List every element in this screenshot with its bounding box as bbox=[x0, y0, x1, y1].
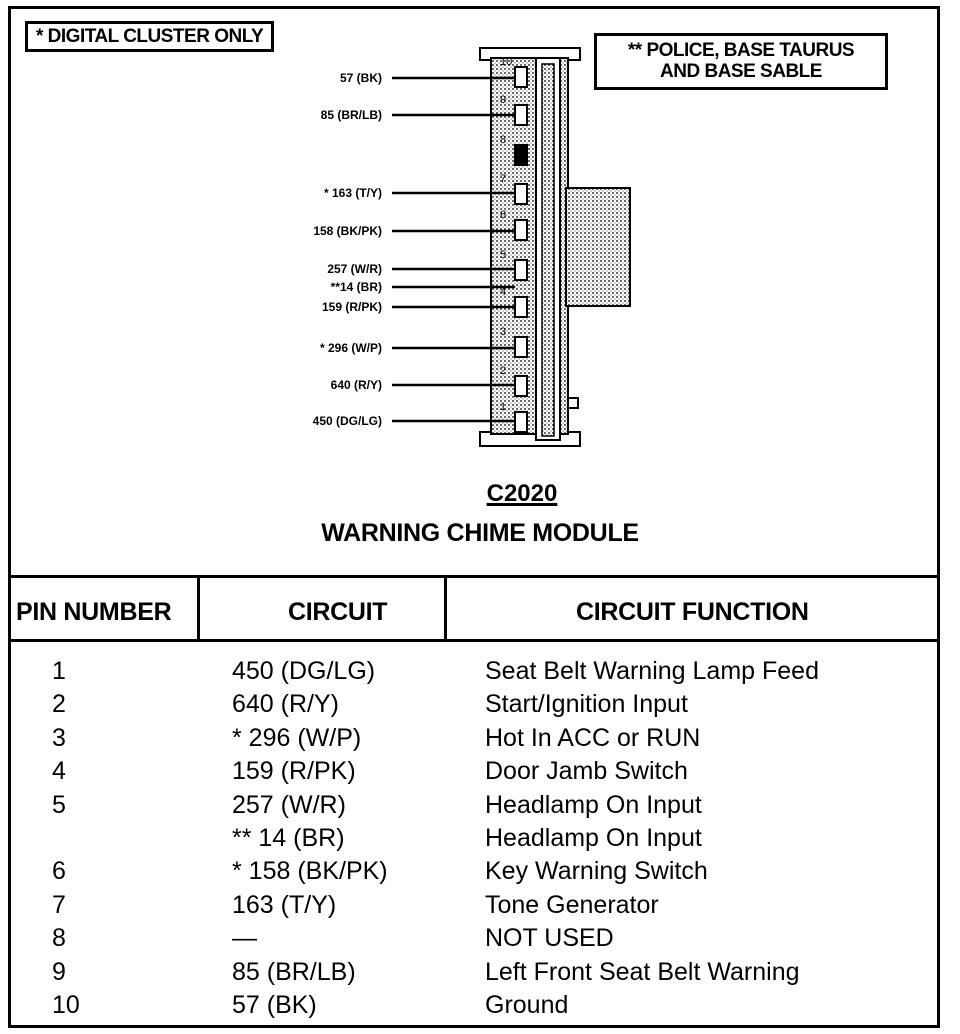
pin-number-label: 8 bbox=[500, 134, 507, 146]
pin-terminal bbox=[515, 145, 527, 165]
pin-cell: 10 bbox=[52, 990, 80, 1019]
circuit-cell: 640 (R/Y) bbox=[232, 690, 339, 719]
function-cell: Key Warning Switch bbox=[485, 857, 708, 886]
function-cell: Hot In ACC or RUN bbox=[485, 723, 701, 752]
table-body bbox=[8, 655, 940, 1022]
connector-side-housing bbox=[566, 188, 630, 306]
pin-cell: 9 bbox=[52, 957, 66, 986]
table-row bbox=[8, 755, 940, 788]
pin-number-label: 7 bbox=[500, 173, 507, 185]
pin-cell: 1 bbox=[52, 657, 66, 685]
circuit-cell: 163 (T/Y) bbox=[232, 890, 337, 919]
connector-rail-inner bbox=[542, 64, 554, 436]
circuit-cell: 450 (DG/LG) bbox=[232, 657, 376, 685]
wire-label: * 296 (W/P) bbox=[319, 341, 382, 355]
circuit-cell: * 296 (W/P) bbox=[232, 723, 362, 752]
pin-number-label: 9 bbox=[500, 94, 507, 106]
column-divider bbox=[444, 575, 447, 642]
pin-cell: 6 bbox=[52, 857, 66, 886]
circuit-cell: 159 (R/PK) bbox=[232, 757, 356, 786]
wire-label: 85 (BR/LB) bbox=[320, 108, 382, 122]
circuit-cell: ** 14 (BR) bbox=[232, 823, 345, 852]
function-cell: Door Jamb Switch bbox=[485, 757, 688, 786]
pin-terminal bbox=[515, 297, 527, 317]
function-cell: Tone Generator bbox=[485, 890, 659, 919]
header-circuit-function: CIRCUIT FUNCTION bbox=[576, 598, 809, 626]
pin-terminal bbox=[515, 260, 527, 280]
pin-terminal bbox=[515, 412, 527, 432]
function-cell: Left Front Seat Belt Warning bbox=[485, 957, 800, 986]
circuit-cell: * 158 (BK/PK) bbox=[232, 857, 388, 886]
function-cell: Seat Belt Warning Lamp Feed bbox=[485, 657, 819, 685]
wire-label: 640 (R/Y) bbox=[330, 378, 382, 392]
police-note-line-1: ** POLICE, BASE TAURUS bbox=[627, 40, 855, 61]
table-row bbox=[8, 822, 940, 855]
wire-label: 450 (DG/LG) bbox=[312, 414, 382, 428]
pin-cell: 2 bbox=[52, 690, 66, 719]
circuit-cell: — bbox=[232, 924, 257, 953]
table-row bbox=[8, 889, 940, 922]
circuit-cell: 257 (W/R) bbox=[232, 790, 346, 819]
pin-terminal bbox=[515, 105, 527, 125]
wire-label: * 163 (T/Y) bbox=[323, 186, 382, 200]
pin-terminal bbox=[515, 220, 527, 240]
table-header-row bbox=[8, 575, 940, 642]
connector-name: WARNING CHIME MODULE bbox=[321, 519, 639, 547]
pin-terminal bbox=[515, 376, 527, 396]
function-cell: Headlamp On Input bbox=[485, 823, 702, 852]
table-row bbox=[8, 956, 940, 989]
pin-cell: 3 bbox=[52, 723, 66, 752]
digital-cluster-note: * DIGITAL CLUSTER ONLY bbox=[25, 21, 274, 52]
header-pin-number: PIN NUMBER bbox=[16, 598, 172, 626]
pin-terminal bbox=[515, 67, 527, 87]
pin-number-label: 6 bbox=[500, 209, 507, 221]
pin-number-label: 1 bbox=[500, 401, 507, 413]
table-row bbox=[8, 922, 940, 955]
table-row bbox=[8, 722, 940, 755]
connector-id: C2020 bbox=[486, 480, 558, 507]
pin-cell: 7 bbox=[52, 890, 66, 919]
wire-label: **14 (BR) bbox=[330, 280, 382, 294]
function-cell: NOT USED bbox=[485, 924, 614, 953]
connector-latch bbox=[568, 398, 578, 408]
wire-leads bbox=[313, 71, 515, 428]
pin-number-label: 5 bbox=[500, 249, 507, 261]
pinout-table bbox=[8, 575, 940, 1028]
pin-cell: 4 bbox=[52, 757, 66, 786]
column-divider bbox=[197, 575, 200, 642]
pin-terminal bbox=[515, 337, 527, 357]
table-row bbox=[8, 688, 940, 721]
function-cell: Headlamp On Input bbox=[485, 790, 702, 819]
pin-number-label: 2 bbox=[500, 365, 507, 377]
wire-label: 158 (BK/PK) bbox=[313, 224, 382, 238]
wire-label: 257 (W/R) bbox=[327, 262, 382, 276]
pin-cell: 8 bbox=[52, 924, 66, 953]
pin-cell: 5 bbox=[52, 790, 66, 819]
table-row bbox=[8, 989, 940, 1022]
police-note-line-2: AND BASE SABLE bbox=[660, 61, 822, 82]
function-cell: Ground bbox=[485, 990, 569, 1019]
function-cell: Start/Ignition Input bbox=[485, 690, 688, 719]
circuit-cell: 85 (BR/LB) bbox=[232, 957, 356, 986]
table-row bbox=[8, 789, 940, 822]
pin-number-label: 3 bbox=[500, 326, 507, 338]
wire-label: 57 (BK) bbox=[339, 71, 382, 85]
table-row bbox=[8, 855, 940, 888]
pin-number-label: 4 bbox=[500, 286, 507, 298]
table-row bbox=[8, 655, 940, 688]
pin-terminal bbox=[515, 184, 527, 204]
circuit-cell: 57 (BK) bbox=[232, 990, 317, 1019]
wire-label: 159 (R/PK) bbox=[321, 300, 382, 314]
header-circuit: CIRCUIT bbox=[288, 598, 388, 626]
pin-number-label: 10 bbox=[500, 56, 513, 68]
